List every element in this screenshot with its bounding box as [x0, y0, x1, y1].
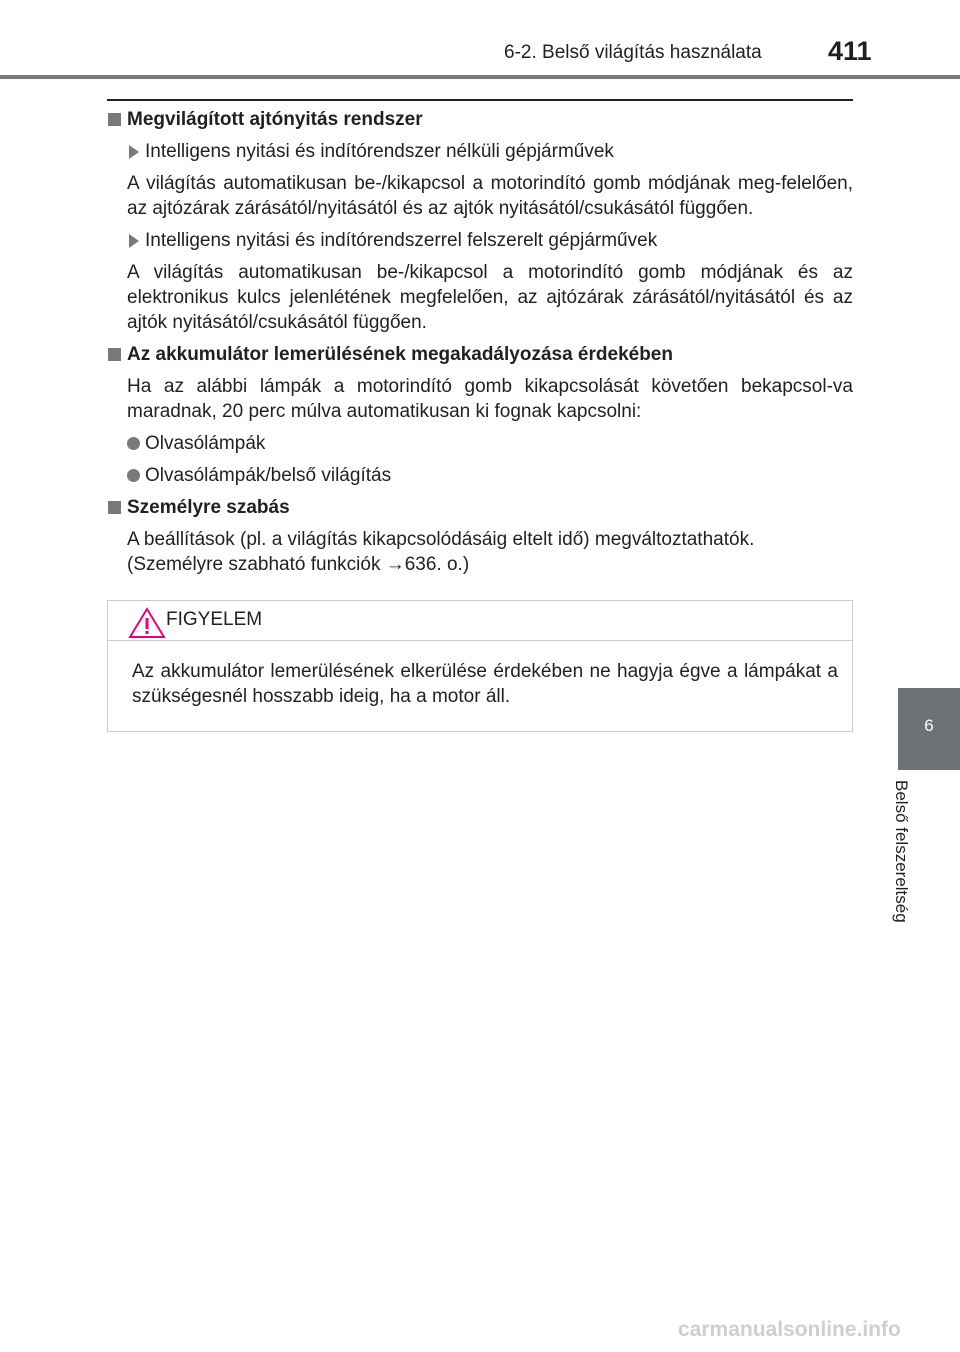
header-divider [0, 75, 960, 79]
section-heading-customization: Személyre szabás [107, 495, 853, 520]
square-bullet-icon [108, 113, 121, 126]
paragraph-without-smart-key: A világítás automatikusan be-/kikapcsol a motorindító gomb módjának meg-felelően, az ajtózárak zárásától/nyitásától és az ajtók nyitásától/csukásától függően. [127, 173, 853, 219]
warning-triangle-icon [128, 607, 166, 639]
warning-header [108, 601, 852, 641]
square-bullet-icon [108, 348, 121, 361]
list-item: Olvasólámpák/belső világítás [107, 463, 853, 488]
header-section-title: 6-2. Belső világítás használata [504, 42, 762, 63]
chapter-label: Belső felszereltség [892, 780, 911, 923]
warning-title: FIGYELEM [166, 609, 263, 630]
subheading-with-smart-key: Intelligens nyitási és indítórendszerrel felszerelt gépjárművek [107, 228, 853, 253]
square-bullet-icon [108, 501, 121, 514]
list-item: Olvasólámpák [107, 431, 853, 456]
round-bullet-icon [127, 469, 140, 482]
warning-box [107, 600, 853, 732]
chapter-label-container [891, 780, 941, 970]
subheading-without-smart-key: Intelligens nyitási és indítórendszer nélküli gépjárművek [107, 139, 853, 164]
chapter-number: 6 [924, 716, 934, 735]
warning-text: Az akkumulátor lemerülésének elkerülése érdekében ne hagyja égve a lámpákat a szükségesnél hosszabb ideig, ha a motor áll. [132, 661, 838, 707]
page-number: 411 [828, 36, 872, 66]
paragraph-customization-line2: (Személyre szabható funkciók →636. o.) [127, 554, 470, 575]
triangle-bullet-icon [129, 234, 139, 248]
section-heading-door-lighting: Megvilágított ajtónyitás rendszer [107, 107, 853, 132]
footer-watermark: carmanualsonline.info [678, 1318, 901, 1341]
section-divider [107, 99, 853, 101]
main-content [107, 107, 853, 577]
triangle-bullet-icon [129, 145, 139, 159]
round-bullet-icon [127, 437, 140, 450]
section-heading-battery: Az akkumulátor lemerülésének megakadályozása érdekében [107, 342, 853, 367]
paragraph-customization-line1: A beállítások (pl. a világítás kikapcsolódásáig eltelt idő) megváltoztathatók. [127, 529, 755, 550]
paragraph-with-smart-key: A világítás automatikusan be-/kikapcsol a motorindító gomb módjának és az elektronikus kulcs jelenlétének megfelelően, az ajtózárak zárásától/nyitásától és az ajtók nyitásától/csukásától függően. [127, 262, 853, 333]
chapter-tab [898, 688, 960, 770]
paragraph-battery: Ha az alábbi lámpák a motorindító gomb kikapcsolását követően bekapcsol-va maradnak, 20 perc múlva automatikusan ki fognak kapcsolni: [127, 376, 853, 422]
